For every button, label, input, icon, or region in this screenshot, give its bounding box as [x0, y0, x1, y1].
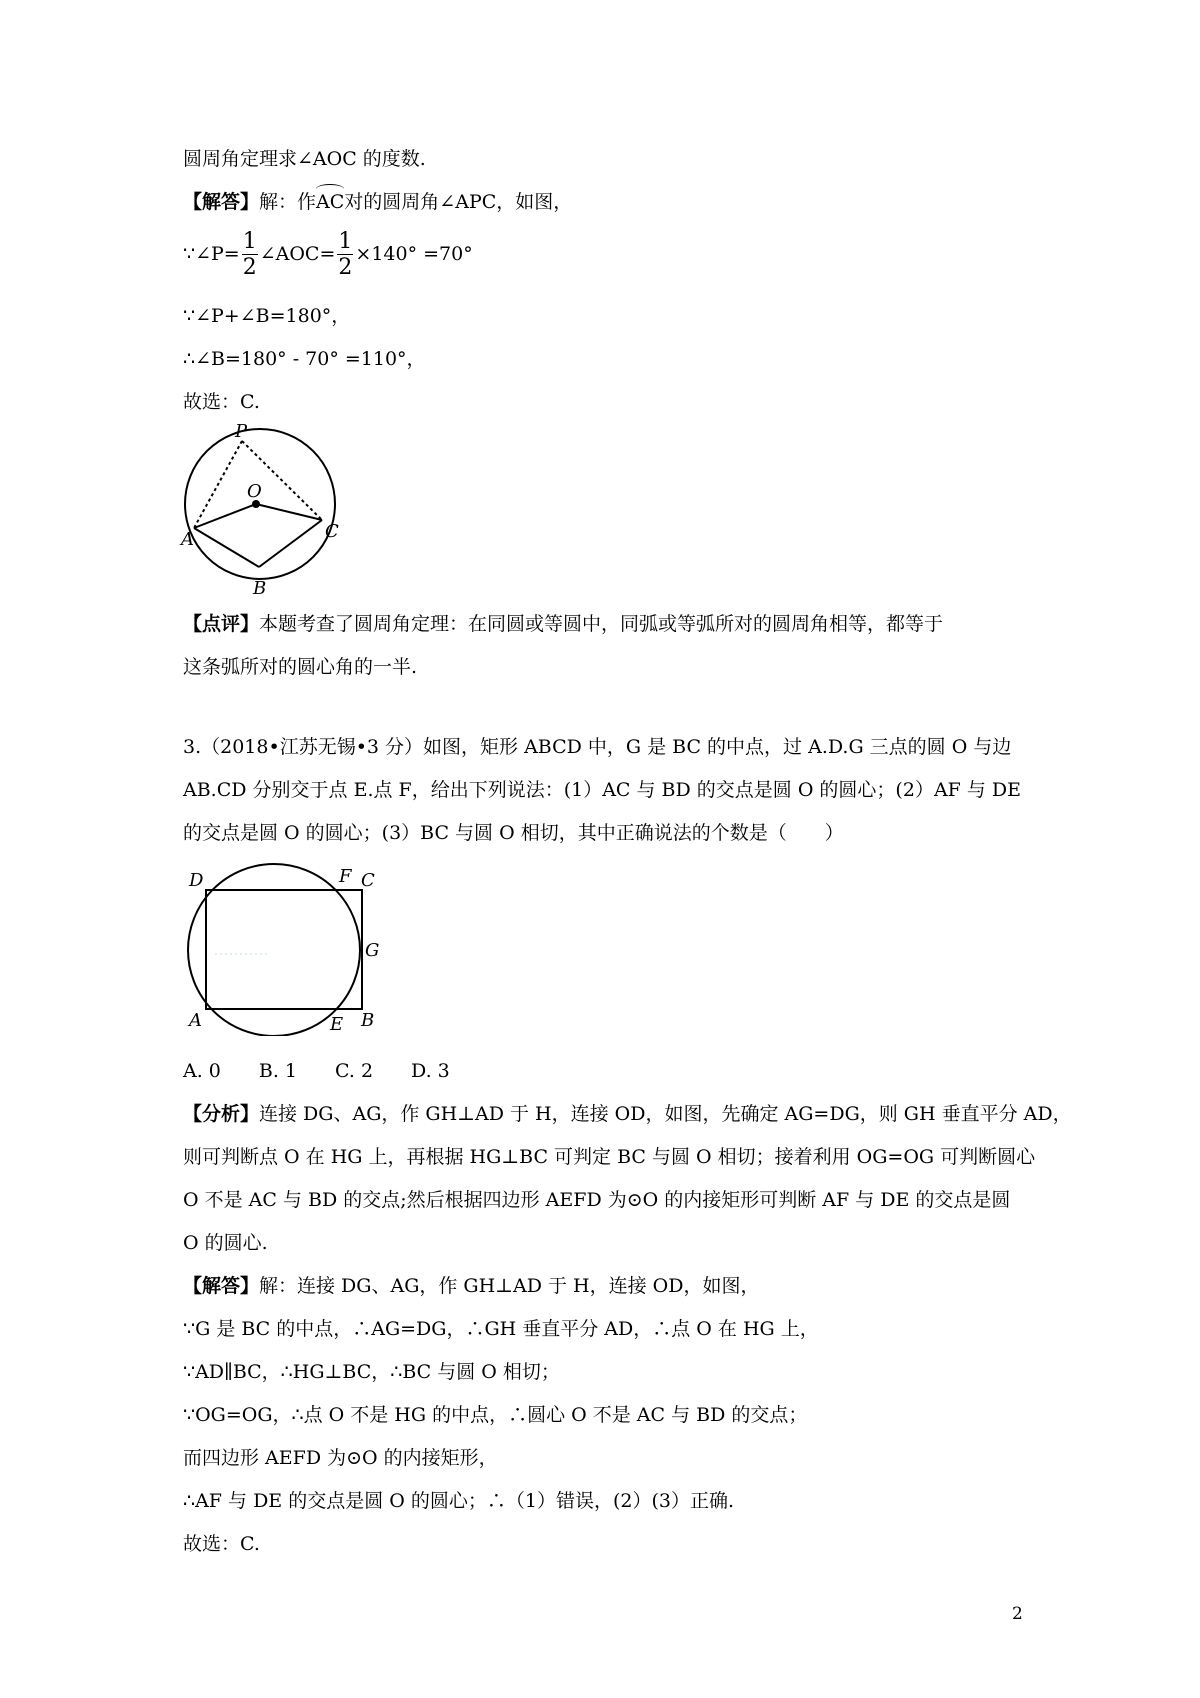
fraction-half	[337, 230, 353, 281]
solution2-line-2: ∵G 是 BC 的中点，∴AG=DG，∴GH 垂直平分 AD，∴点 O 在 HG 上，	[183, 1318, 819, 1340]
chord-pa	[194, 441, 242, 528]
analysis-line-3: O 不是 AC 与 BD 的交点;然后根据四边形 AEFD 为⊙O 的内接矩形可判断 AF 与 DE 的交点是圆	[183, 1189, 1011, 1211]
fraction-denominator: 2	[242, 254, 257, 280]
text-span: 解：连接 DG、AG，作 GH⊥AD 于 H，连接 OD，如图，	[259, 1275, 760, 1297]
text-line-5: ∴∠B=180° - 70° =110°，	[183, 348, 426, 370]
label-f: F	[339, 866, 352, 887]
label-g: G	[365, 940, 380, 961]
fraction-denominator: 2	[338, 254, 353, 280]
label-a: A	[189, 1010, 202, 1031]
text-span: ∵∠P=	[183, 243, 240, 265]
text-line-6: 故选：C.	[183, 391, 260, 413]
label-c: C	[361, 870, 375, 891]
solution2-line-3: ∵AD∥BC，∴HG⊥BC，∴BC 与圆 O 相切；	[183, 1361, 560, 1383]
comment-line-1	[183, 612, 943, 636]
solution2-line-7: 故选：C.	[183, 1533, 260, 1555]
radius-oc	[256, 504, 322, 520]
solution2-line-6: ∴AF 与 DE 的交点是圆 O 的圆心；∴（1）错误，(2）(3）正确.	[183, 1490, 735, 1512]
label-b: B	[253, 578, 267, 599]
label-d: D	[189, 870, 204, 891]
analysis-tag: 【分析】	[183, 1103, 260, 1125]
question-line-1: 3.（2018•江苏无锡•3 分）如图，矩形 ABCD 中，G 是 BC 的中点，过 A.D.G 三点的圆 O 与边	[183, 736, 1012, 758]
solution2-line-1	[183, 1274, 759, 1298]
text-span: 解：作	[259, 191, 317, 213]
arc-ac-label: AC	[316, 191, 345, 213]
fraction-numerator: 1	[242, 228, 257, 254]
analysis-line-2: 则可判断点 O 在 HG 上，再根据 HG⊥BC 可判定 BC 与圆 O 相切；接着利用 OG=OG 可判断圆心	[183, 1146, 1036, 1168]
text-span: ×140° =70°	[355, 243, 473, 265]
solution-tag: 【解答】	[183, 191, 260, 213]
chord-bc	[259, 520, 322, 567]
label-a: A	[181, 529, 194, 550]
question-line-3: 的交点是圆 O 的圆心；(3）BC 与圆 O 相切，其中正确说法的个数是（ ）	[183, 822, 844, 844]
label-b: B	[361, 1010, 375, 1031]
rectangle-abcd	[206, 890, 362, 1009]
solution-tag: 【解答】	[183, 1275, 260, 1297]
fraction-half	[242, 230, 258, 281]
text-span: 本题考查了圆周角定理：在同圆或等圆中，同弧或等弧所对的圆周角相等，都等于	[259, 613, 944, 635]
fraction-numerator: 1	[338, 228, 353, 254]
text-line-1: 圆周角定理求∠AOC 的度数.	[183, 148, 426, 170]
text-span: 连接 DG、AG，作 GH⊥AD 于 H，连接 OD，如图，先确定 AG=DG，则 GH 垂直平分 AD，	[259, 1103, 1072, 1125]
text-span: ∠AOC=	[259, 243, 336, 265]
question-line-2: AB.CD 分别交于点 E.点 F，给出下列说法：(1）AC 与 BD 的交点是圆 O 的圆心；(2）AF 与 DE	[183, 779, 1022, 801]
figure-rectangle-circle	[175, 858, 395, 1036]
text-line-4: ∵∠P+∠B=180°，	[183, 305, 351, 327]
text-span: 对的圆周角∠APC，如图，	[344, 191, 573, 213]
chord-ab	[194, 528, 259, 567]
label-c: C	[325, 521, 339, 542]
comment-tag: 【点评】	[183, 613, 260, 635]
formula-line	[183, 227, 473, 281]
page-number: 2	[1012, 1604, 1023, 1624]
analysis-line-1	[183, 1102, 1072, 1126]
radius-oa	[194, 504, 256, 528]
comment-line-2: 这条弧所对的圆心角的一半.	[183, 656, 418, 678]
figure-circle-apc	[175, 420, 345, 600]
label-o: O	[247, 481, 262, 502]
solution2-line-4: ∵OG=OG，∴点 O 不是 HG 的中点，∴圆心 O 不是 AC 与 BD 的交点；	[183, 1404, 808, 1426]
analysis-line-4: O 的圆心.	[183, 1232, 268, 1254]
label-p: P	[235, 421, 248, 442]
solution2-line-5: 而四边形 AEFD 为⊙O 的内接矩形，	[183, 1447, 498, 1469]
solution-line-1	[183, 190, 572, 214]
label-e: E	[330, 1014, 344, 1035]
answer-options: A. 0 B. 1 C. 2 D. 3	[183, 1060, 450, 1082]
